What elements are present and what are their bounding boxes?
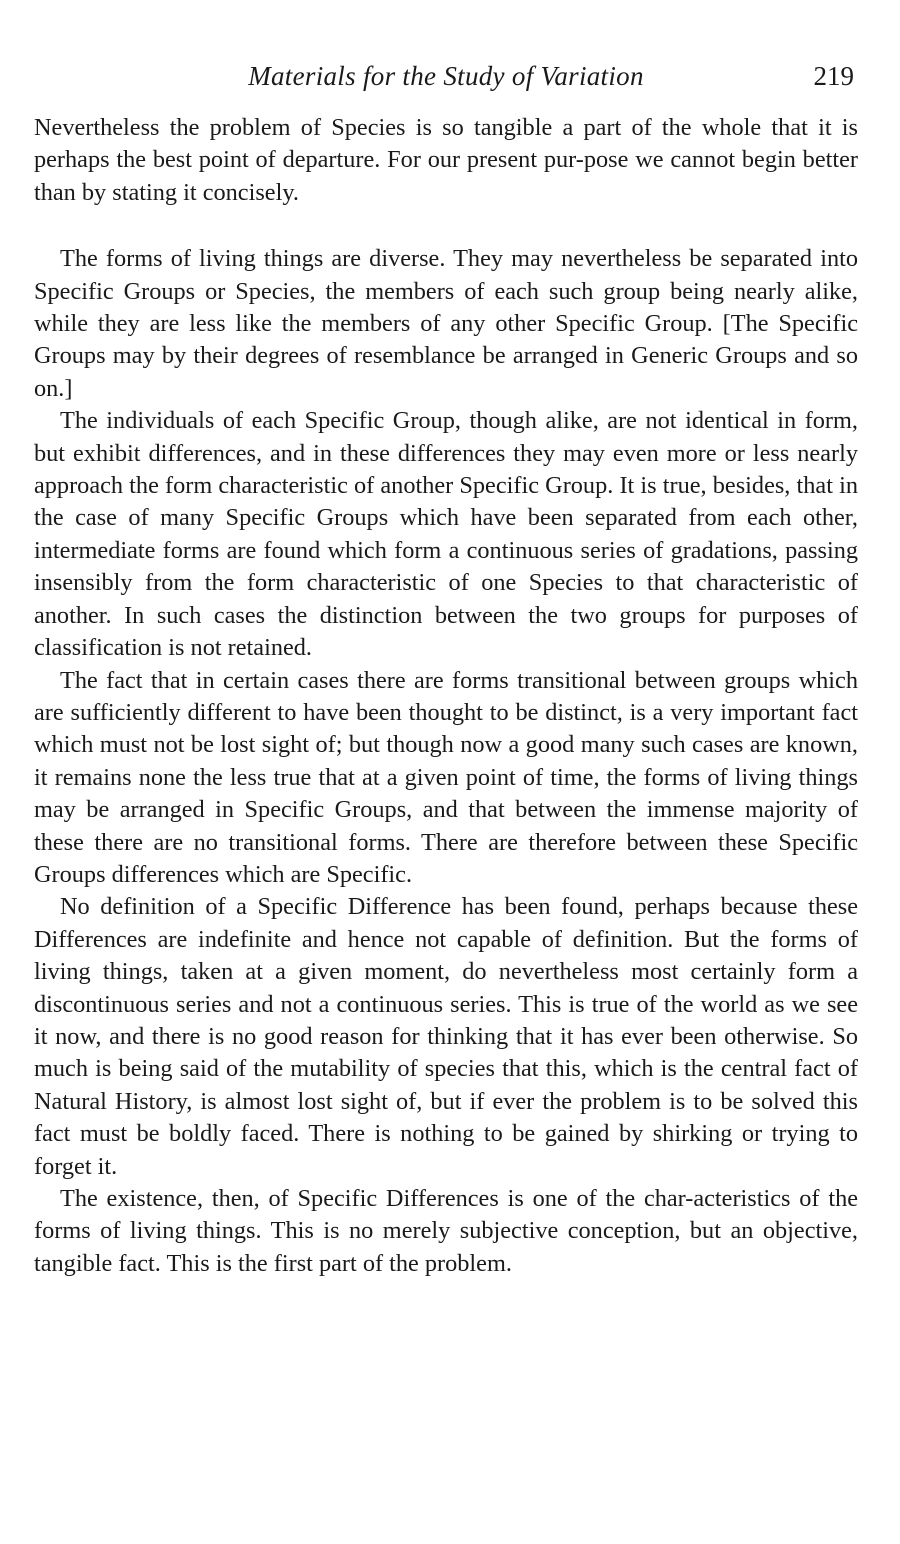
running-head: [34, 56, 858, 96]
running-title: Materials for the Study of Variation: [248, 61, 644, 91]
paragraph-5: No definition of a Specific Difference has been found, perhaps because these Differences are indefinite and hence not capable of definition. But the forms of living things, taken at a given moment, do nevertheless most certainly form a discontinuous series and not a continuous series. This is true of the world as we see it now, and there is no good reason for thinking that it has ever been otherwise. So much is being said of the mutability of species that this, which is the central fact of Natural History, is almost lost sight of, but if ever the problem is to be solved this fact must be boldly faced. There is nothing to be gained by shirking or trying to forget it.: [34, 893, 858, 1180]
paragraph-2: The forms of living things are diverse. They may nevertheless be separated into Specific Groups or Species, the members of each such group being nearly alike, while they are less like the members of any other Specific Group. [The Specific Groups may by their degrees of resemblance be arranged in Generic Groups and so on.]: [34, 245, 858, 402]
paragraph-6: The existence, then, of Specific Differences is one of the char-acteristics of the forms of living things. This is no merely subjective conception, but an objective, tangible fact. This is the first part of the problem.: [34, 1185, 858, 1277]
paragraph-3: The individuals of each Specific Group, though alike, are not identical in form, but exhibit differences, and in these differences they may even more or less nearly approach the form characteristic of another Specific Group. It is true, besides, that in the case of many Specific Groups which have been separated from each other, intermediate forms are found which form a continuous series of gradations, passing insensibly from the form characteristic of one Species to that characteristic of another. In such cases the distinction between the two groups for purposes of classification is not retained.: [34, 407, 858, 662]
section-break: [34, 209, 858, 243]
paragraph-4: The fact that in certain cases there are forms transitional between groups which are sufficiently different to have been thought to be distinct, is a very important fact which must not be lost sight of; but though now a good many such cases are known, it remains none the less true that at a given point of time, the forms of living things may be arranged in Specific Groups, and that between the immense majority of these there are no transitional forms. There are therefore between these Specific Groups differences which are Specific.: [34, 666, 858, 888]
paragraph-1: Nevertheless the problem of Species is so tangible a part of the whole that it is perhaps the best point of departure. For our present pur-pose we cannot begin better than by stating it concisely.: [34, 114, 858, 206]
book-page: [34, 56, 858, 1280]
page-number: 219: [813, 61, 854, 91]
